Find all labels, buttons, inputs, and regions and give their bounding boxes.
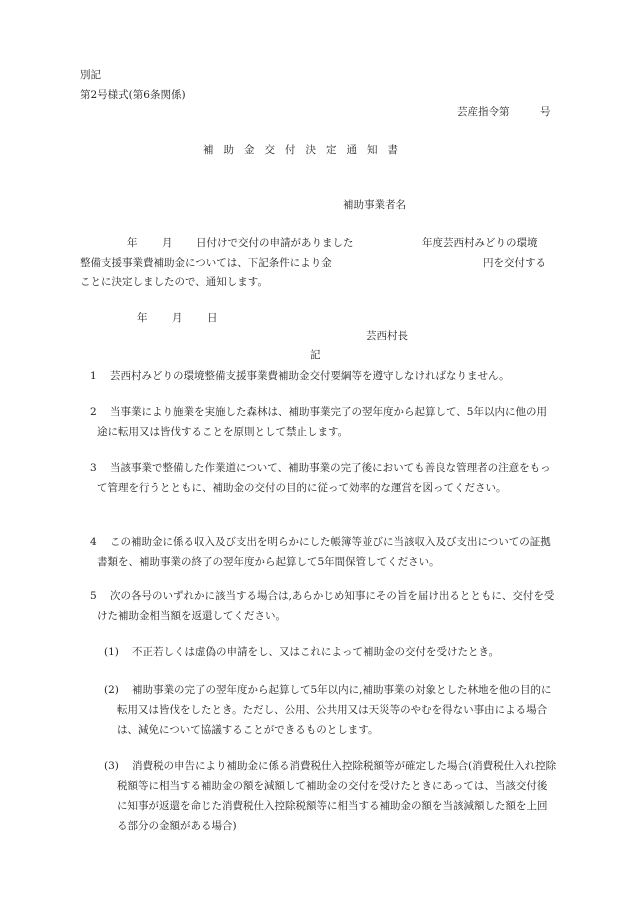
doc-number-prefix: 芸産指令第 [457, 106, 510, 118]
form-label: 第2号様式(第6条関係) [80, 89, 186, 101]
condition-2-text: 当事業により施業を実施した森林は、補助事業完了の翌年度から起算して、5年以内に他の用途に転用又は皆伐することを原則として禁止します。 [97, 406, 547, 438]
intro-month: 月 [162, 237, 173, 249]
intro-line3: ことに決定しましたので、通知します。 [80, 276, 268, 288]
condition-1-number: 1 [90, 370, 97, 382]
document-title: 補助金交付決定通知書 [203, 144, 408, 156]
condition-3-text: 当該事業で整備した作業道について、補助事業の完了後においても善良な管理者の注意をもって管理を行うとともに、補助金の交付の目的に従って効率的な運営を図ってください。 [97, 462, 551, 494]
doc-number-suffix: 号 [540, 106, 551, 118]
issuer: 芸西村長 [366, 330, 408, 342]
sub-condition-2-number: (2) [104, 684, 119, 696]
recipient-label: 補助事業者名 [343, 199, 406, 211]
sub-condition-1-number: (1) [104, 646, 119, 658]
date-month: 月 [172, 312, 183, 324]
date-day: 日 [207, 312, 218, 324]
intro-line2-b: 円を交付する [483, 257, 546, 269]
condition-1-text: 芸西村みどりの環境整備支援事業費補助金交付要綱等を遵守しなければなりません。 [110, 370, 510, 382]
condition-5-text: 次の各号のいずれかに該当する場合は,あらかじめ知事にその旨を届け出るとともに、交付を受けた補助金相当額を返還してください。 [97, 590, 555, 622]
sub-condition-2-text: 補助事業の完了の翌年度から起算して5年以内に,補助事業の対象とした林地を他の目的に転用又は皆伐をしたとき。ただし、公用、公共用又は天災等のやむを得ない事由による場合は、減免について協議することができるものとします。 [117, 684, 552, 736]
condition-4-number: 4 [90, 536, 97, 548]
appendix-label: 別記 [80, 69, 101, 81]
intro-line2-a: 整備支援事業費補助金については、下記条件により金 [80, 257, 332, 269]
sub-condition-3-number: (3) [104, 760, 119, 772]
sub-condition-1-text: 不正若しくは虚偽の申請をし、又はこれによって補助金の交付を受けたとき。 [132, 646, 500, 658]
sub-condition-3-text: 消費税の申告により補助金に係る消費税仕入控除税額等が確定した場合(消費税仕入れ控除税額等に相当する補助金の額を減額して補助金の交付を受けたときにあっては、当該交付後に知事が返還を命じた消費税仕入控除税額等に相当する補助金の額を当該減額した額を上回る部分の金額がある場合) [117, 760, 557, 832]
date-year: 年 [137, 312, 148, 324]
ki-heading: 記 [310, 349, 321, 361]
condition-4-text: この補助金に係る収入及び支出を明らかにした帳簿等並びに当該収入及び支出についての証拠書類を、補助事業の終了の翌年度から起算して5年間保管してください。 [97, 536, 551, 568]
condition-3-number: 3 [90, 462, 97, 474]
condition-2-number: 2 [90, 406, 97, 418]
intro-fiscal-year: 年度芸西村みどりの環境 [422, 237, 538, 249]
intro-year: 年 [127, 237, 138, 249]
condition-5-number: 5 [90, 590, 97, 602]
intro-day-text: 日付けで交付の申請がありました [196, 237, 354, 249]
